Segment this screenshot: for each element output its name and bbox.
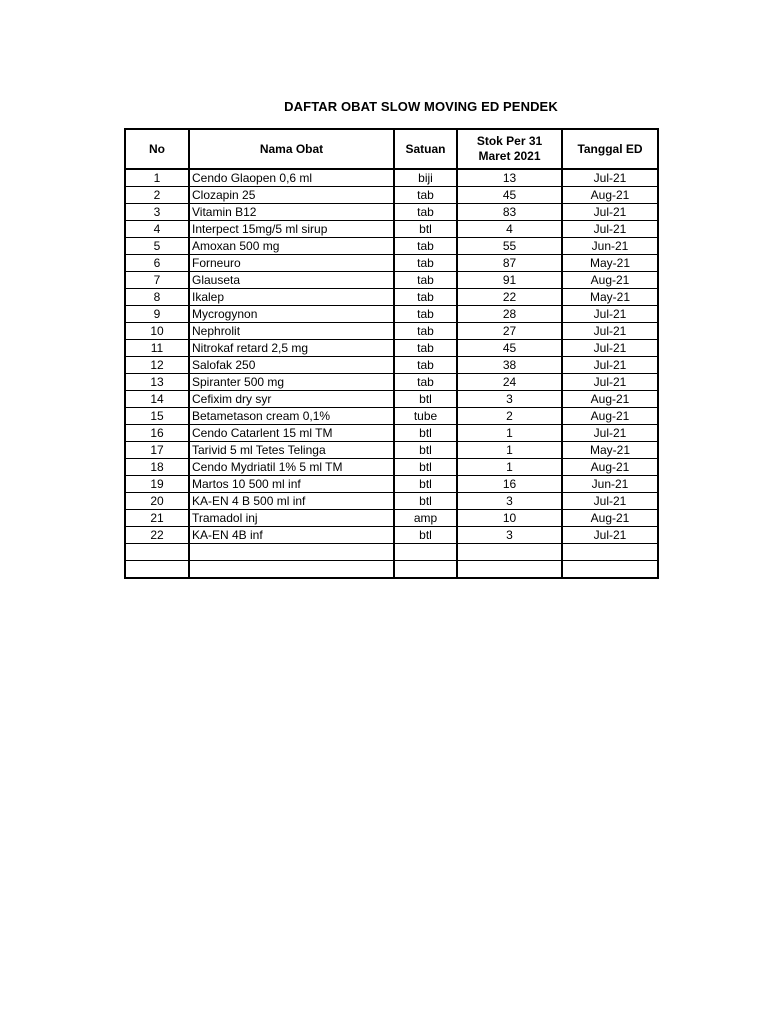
cell-stock: 3	[457, 391, 562, 408]
cell-unit: btl	[394, 493, 457, 510]
cell-stock: 16	[457, 476, 562, 493]
table-row	[125, 544, 658, 561]
cell-unit: btl	[394, 442, 457, 459]
cell-stock	[457, 561, 562, 579]
cell-name: Betametason cream 0,1%	[189, 408, 394, 425]
cell-no: 12	[125, 357, 189, 374]
cell-no: 4	[125, 221, 189, 238]
cell-unit: tab	[394, 238, 457, 255]
cell-date: Jul-21	[562, 374, 658, 391]
cell-name: Mycrogynon	[189, 306, 394, 323]
cell-no: 11	[125, 340, 189, 357]
cell-unit: tab	[394, 272, 457, 289]
cell-unit: btl	[394, 527, 457, 544]
cell-stock	[457, 544, 562, 561]
cell-no: 3	[125, 204, 189, 221]
table-row	[125, 459, 658, 476]
cell-no: 16	[125, 425, 189, 442]
header-name: Nama Obat	[189, 129, 394, 169]
cell-unit: amp	[394, 510, 457, 527]
cell-unit: btl	[394, 425, 457, 442]
cell-unit: biji	[394, 169, 457, 187]
cell-date: Jul-21	[562, 221, 658, 238]
drug-table	[124, 128, 659, 579]
cell-stock: 1	[457, 442, 562, 459]
header-stock-line1: Stok Per 31	[476, 134, 543, 148]
cell-stock: 83	[457, 204, 562, 221]
table-row	[125, 442, 658, 459]
cell-no: 5	[125, 238, 189, 255]
cell-date	[562, 544, 658, 561]
cell-unit: btl	[394, 459, 457, 476]
cell-name: Salofak 250	[189, 357, 394, 374]
cell-no: 13	[125, 374, 189, 391]
cell-unit: tube	[394, 408, 457, 425]
cell-date: Jul-21	[562, 357, 658, 374]
table-row	[125, 476, 658, 493]
cell-stock: 1	[457, 425, 562, 442]
cell-date: Aug-21	[562, 391, 658, 408]
header-stock-line2: Maret 2021	[478, 149, 541, 163]
cell-unit	[394, 561, 457, 579]
cell-no: 20	[125, 493, 189, 510]
cell-no: 22	[125, 527, 189, 544]
cell-name: Tramadol inj	[189, 510, 394, 527]
table-row	[125, 204, 658, 221]
cell-name: Cendo Glaopen 0,6 ml	[189, 169, 394, 187]
cell-date: Jul-21	[562, 204, 658, 221]
document-title: DAFTAR OBAT SLOW MOVING ED PENDEK	[284, 99, 558, 114]
table-row	[125, 527, 658, 544]
table-row	[125, 187, 658, 204]
cell-name: Nitrokaf retard 2,5 mg	[189, 340, 394, 357]
cell-no: 7	[125, 272, 189, 289]
cell-date: Jul-21	[562, 493, 658, 510]
cell-name: Amoxan 500 mg	[189, 238, 394, 255]
cell-no: 15	[125, 408, 189, 425]
table-row	[125, 391, 658, 408]
header-row	[125, 129, 658, 169]
cell-stock: 10	[457, 510, 562, 527]
cell-no	[125, 544, 189, 561]
cell-stock: 27	[457, 323, 562, 340]
cell-stock: 1	[457, 459, 562, 476]
cell-stock: 91	[457, 272, 562, 289]
table-row	[125, 374, 658, 391]
cell-stock: 3	[457, 527, 562, 544]
cell-name: KA-EN 4B inf	[189, 527, 394, 544]
cell-no: 10	[125, 323, 189, 340]
table-row	[125, 425, 658, 442]
cell-stock: 22	[457, 289, 562, 306]
cell-unit: tab	[394, 340, 457, 357]
cell-stock: 55	[457, 238, 562, 255]
table-header	[125, 129, 658, 169]
cell-stock: 13	[457, 169, 562, 187]
cell-unit: tab	[394, 357, 457, 374]
cell-stock: 28	[457, 306, 562, 323]
table-row	[125, 493, 658, 510]
cell-name: Interpect 15mg/5 ml sirup	[189, 221, 394, 238]
cell-no	[125, 561, 189, 579]
cell-name: Ikalep	[189, 289, 394, 306]
cell-name: Martos 10 500 ml inf	[189, 476, 394, 493]
cell-unit: tab	[394, 289, 457, 306]
cell-name: Forneuro	[189, 255, 394, 272]
cell-date: Jul-21	[562, 306, 658, 323]
cell-unit: tab	[394, 187, 457, 204]
cell-unit: tab	[394, 255, 457, 272]
table-row	[125, 169, 658, 187]
cell-no: 9	[125, 306, 189, 323]
table-body	[125, 169, 658, 578]
cell-unit: tab	[394, 306, 457, 323]
header-unit: Satuan	[394, 129, 457, 169]
cell-no: 14	[125, 391, 189, 408]
cell-name: Glauseta	[189, 272, 394, 289]
table-row	[125, 238, 658, 255]
cell-date: Jul-21	[562, 340, 658, 357]
cell-name: Spiranter 500 mg	[189, 374, 394, 391]
cell-date: Aug-21	[562, 510, 658, 527]
header-stock	[457, 129, 562, 169]
cell-unit: tab	[394, 204, 457, 221]
cell-no: 18	[125, 459, 189, 476]
cell-date: Jul-21	[562, 527, 658, 544]
table-row	[125, 510, 658, 527]
cell-unit	[394, 544, 457, 561]
cell-stock: 2	[457, 408, 562, 425]
cell-date: Jul-21	[562, 425, 658, 442]
cell-unit: btl	[394, 476, 457, 493]
cell-stock: 45	[457, 187, 562, 204]
table-row	[125, 323, 658, 340]
cell-stock: 3	[457, 493, 562, 510]
cell-name: KA-EN 4 B 500 ml inf	[189, 493, 394, 510]
table-row	[125, 289, 658, 306]
cell-no: 21	[125, 510, 189, 527]
cell-name: Cendo Catarlent 15 ml TM	[189, 425, 394, 442]
cell-date	[562, 561, 658, 579]
cell-no: 8	[125, 289, 189, 306]
cell-unit: btl	[394, 221, 457, 238]
cell-no: 19	[125, 476, 189, 493]
cell-name: Cefixim dry syr	[189, 391, 394, 408]
cell-name: Vitamin B12	[189, 204, 394, 221]
table-row	[125, 357, 658, 374]
cell-date: May-21	[562, 289, 658, 306]
table-row	[125, 221, 658, 238]
cell-date: Jun-21	[562, 238, 658, 255]
cell-no: 1	[125, 169, 189, 187]
cell-no: 17	[125, 442, 189, 459]
table-row	[125, 408, 658, 425]
cell-stock: 24	[457, 374, 562, 391]
cell-name: Tarivid 5 ml Tetes Telinga	[189, 442, 394, 459]
cell-no: 2	[125, 187, 189, 204]
cell-name: Clozapin 25	[189, 187, 394, 204]
cell-stock: 45	[457, 340, 562, 357]
cell-stock: 4	[457, 221, 562, 238]
table-row	[125, 340, 658, 357]
cell-stock: 87	[457, 255, 562, 272]
cell-date: Aug-21	[562, 459, 658, 476]
cell-date: May-21	[562, 442, 658, 459]
cell-date: Jul-21	[562, 169, 658, 187]
cell-stock: 38	[457, 357, 562, 374]
cell-name: Nephrolit	[189, 323, 394, 340]
cell-date: Aug-21	[562, 187, 658, 204]
cell-unit: btl	[394, 391, 457, 408]
cell-date: Jun-21	[562, 476, 658, 493]
cell-name	[189, 561, 394, 579]
table-row	[125, 272, 658, 289]
cell-date: May-21	[562, 255, 658, 272]
header-no: No	[125, 129, 189, 169]
cell-no: 6	[125, 255, 189, 272]
cell-date: Jul-21	[562, 323, 658, 340]
cell-unit: tab	[394, 374, 457, 391]
cell-unit: tab	[394, 323, 457, 340]
table-row	[125, 561, 658, 579]
cell-date: Aug-21	[562, 272, 658, 289]
table-row	[125, 255, 658, 272]
cell-name: Cendo Mydriatil 1% 5 ml TM	[189, 459, 394, 476]
cell-date: Aug-21	[562, 408, 658, 425]
header-date: Tanggal ED	[562, 129, 658, 169]
cell-name	[189, 544, 394, 561]
table-row	[125, 306, 658, 323]
